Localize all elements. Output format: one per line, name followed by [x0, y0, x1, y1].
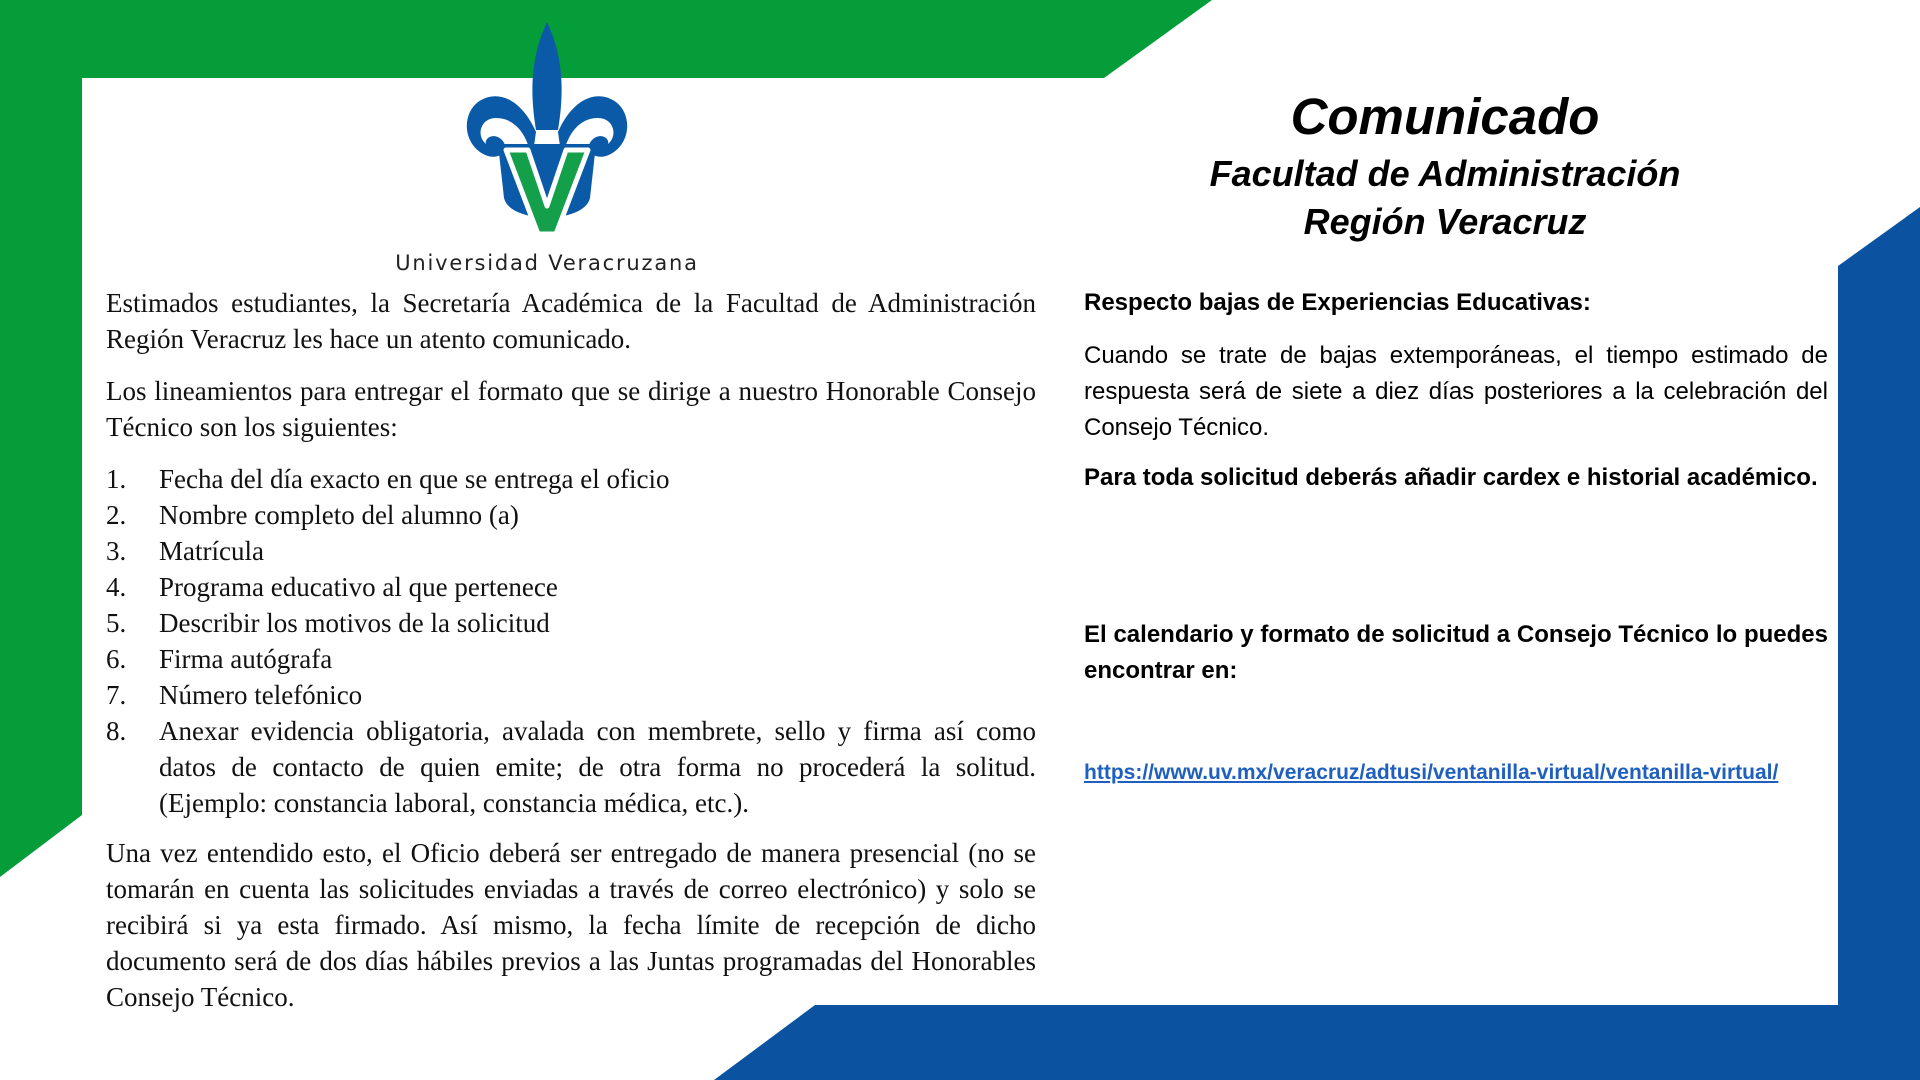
list-item [106, 605, 1036, 641]
list-item [106, 461, 1036, 497]
list-item-number: 3. [106, 536, 127, 566]
list-item-text: Describir los motivos de la solicitud [159, 608, 550, 638]
list-item-number: 1. [106, 464, 127, 494]
list-item-text: Firma autógrafa [159, 644, 333, 674]
list-item-text: Fecha del día exacto en que se entrega el oficio [159, 464, 670, 494]
list-item-number: 7. [106, 680, 127, 710]
withdrawals-heading: Respecto bajas de Experiencias Educativas: [1084, 289, 1591, 316]
list-item-number: 8. [106, 716, 127, 746]
list-item [106, 677, 1036, 713]
list-item-number: 6. [106, 644, 127, 674]
list-item [106, 641, 1036, 677]
logo-text: Universidad Veracruzana [395, 251, 699, 275]
page-title: Comunicado [1290, 88, 1600, 145]
calendar-paragraph: El calendario y formato de solicitud a Consejo Técnico lo puedes encontrar en: [1084, 621, 1828, 684]
list-item-text: Anexar evidencia obligatoria, avalada con membrete, sello y firma así como datos de contacto de quien emite; de otra forma no procederá la solitud. (Ejemplo: constancia laboral, constancia médica, etc.). [159, 716, 1036, 818]
list-item-number: 2. [106, 500, 127, 530]
list-item-text: Nombre completo del alumno (a) [159, 500, 519, 530]
guidelines-paragraph: Los lineamientos para entregar el formato que se dirige a nuestro Honorable Consejo Técnico son los siguientes: [106, 376, 1036, 442]
list-item-text: Matrícula [159, 536, 264, 566]
title-block [1160, 84, 1730, 246]
intro-paragraph: Estimados estudiantes, la Secretaría Académica de la Facultad de Administración Región Veracruz les hace un atento comunicado. [106, 288, 1036, 354]
subtitle-faculty: Facultad de Administración [1209, 153, 1681, 194]
requirements-note: Para toda solicitud deberás añadir cardex e historial académico. [1084, 464, 1818, 491]
list-item [106, 569, 1036, 605]
closing-paragraph: Una vez entendido esto, el Oficio deberá ser entregado de manera presencial (no se tomarán en cuenta las solicitudes enviadas a través de correo electrónico) y solo se recibirá si ya esta firmado. Así mismo, la fecha límite de recepción de dicho documento será de dos días hábiles previos a las Juntas programadas del Honorables Consejo Técnico. [106, 838, 1036, 1012]
list-item [106, 533, 1036, 569]
list-item-text: Número telefónico [159, 680, 363, 710]
ventanilla-virtual-link[interactable]: https://www.uv.mx/veracruz/adtusi/ventanilla-virtual/ventanilla-virtual/ [1084, 761, 1779, 784]
left-column [106, 285, 1036, 1031]
list-item [106, 713, 1036, 821]
list-item-number: 5. [106, 608, 127, 638]
subtitle-region: Región Veracruz [1303, 201, 1587, 242]
requirements-list [106, 461, 1036, 821]
list-item-text: Programa educativo al que pertenece [159, 572, 558, 602]
withdrawals-paragraph: Cuando se trate de bajas extemporáneas, el tiempo estimado de respuesta será de siete a diez días posteriores a la celebración del Consejo Técnico. [1084, 342, 1828, 441]
list-item-number: 4. [106, 572, 127, 602]
list-item [106, 497, 1036, 533]
university-logo-icon [462, 20, 632, 240]
